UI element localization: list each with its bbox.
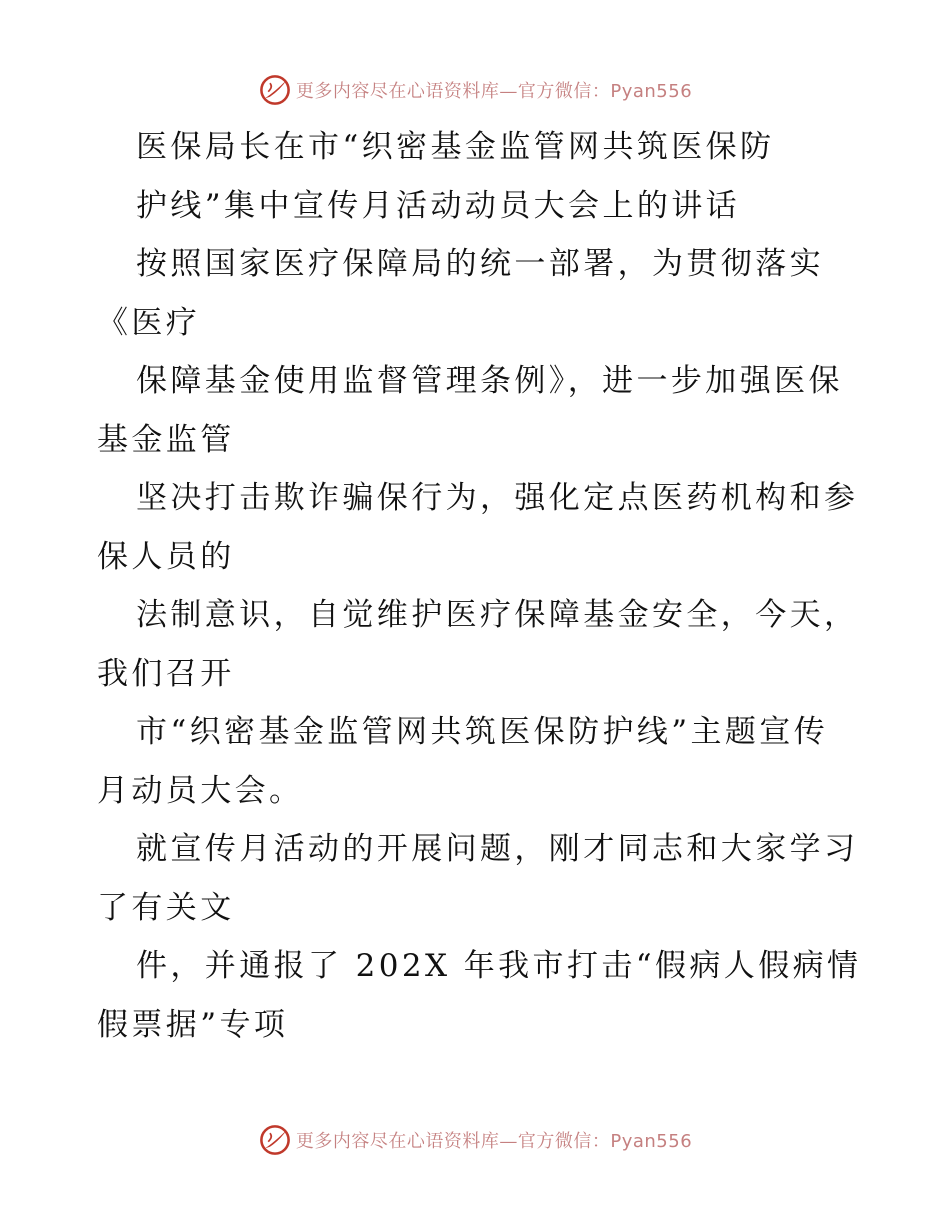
watermark-content <box>258 73 692 107</box>
watermark-content <box>258 1123 692 1157</box>
text-line: 市“织密基金监管网共筑医保防护线”主题宣传 <box>136 714 829 750</box>
watermark-wechat-id: Pyan556 <box>610 81 693 102</box>
watermark-text: 更多内容尽在心语资料库—官方微信：Pyan556 <box>295 81 693 102</box>
text-line: 件，并通报了 202X 年我市打击“假病人假病情 <box>136 948 862 984</box>
document-body <box>97 118 862 1054</box>
text-line: 我们召开 <box>97 655 235 692</box>
quill-logo-icon <box>258 1123 292 1157</box>
quill-logo-icon <box>258 73 292 107</box>
watermark-wechat-id: Pyan556 <box>610 1131 693 1152</box>
text-line: 就宣传月活动的开展问题，刚才同志和大家学习 <box>136 831 859 867</box>
text-line: 基金监管 <box>97 421 235 458</box>
text-line: 按照国家医疗保障局的统一部署，为贯彻落实 <box>136 246 824 282</box>
watermark-text: 更多内容尽在心语资料库—官方微信：Pyan556 <box>295 1131 693 1152</box>
text-line: 月动员大会。 <box>97 772 304 809</box>
footer-watermark <box>0 1120 950 1160</box>
text-line: 《医疗 <box>97 304 201 341</box>
text-line: 保障基金使用监督管理条例》，进一步加强医保 <box>136 363 843 399</box>
text-line: 法制意识，自觉维护医疗保障基金安全，今天， <box>136 597 859 633</box>
text-line: 护线”集中宣传月活动动员大会上的讲话 <box>136 187 741 224</box>
text-line: 了有关文 <box>97 889 235 926</box>
text-line: 医保局长在市“织密基金监管网共筑医保防 <box>136 129 775 165</box>
header-watermark <box>0 70 950 110</box>
text-line: 保人员的 <box>97 538 235 575</box>
text-line: 坚决打击欺诈骗保行为，强化定点医药机构和参 <box>136 480 859 516</box>
text-line: 假票据”专项 <box>97 1006 289 1043</box>
